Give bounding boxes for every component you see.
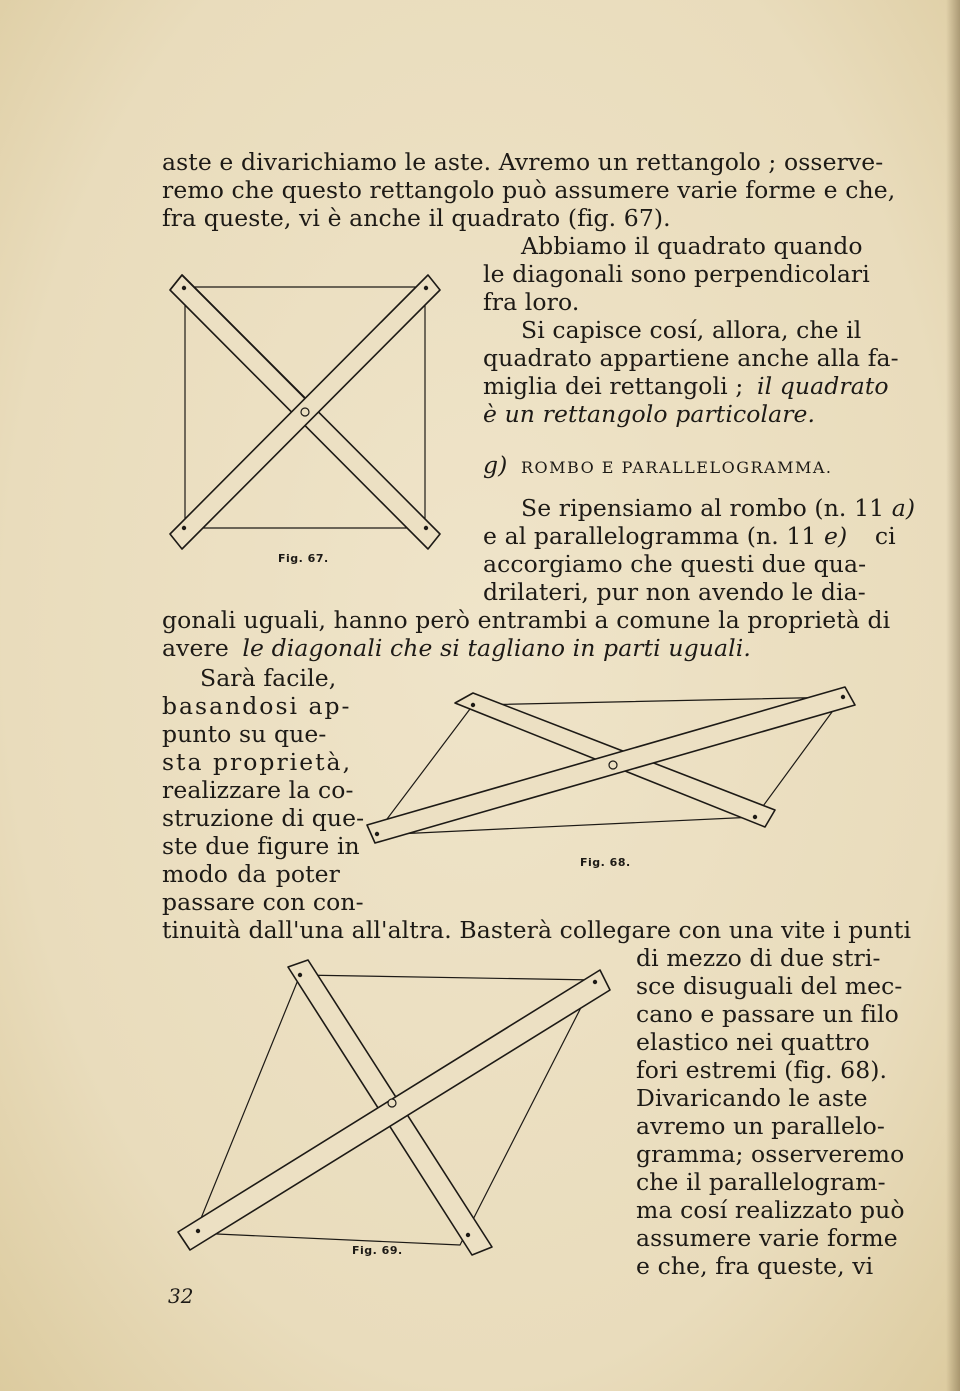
text-line <box>521 494 915 522</box>
figure-67-caption: Fig. 67. <box>278 552 329 565</box>
text-span: e al parallelogramma (n. 11 <box>483 522 817 550</box>
text-line <box>483 522 896 550</box>
text-line: passare con con- <box>162 888 364 916</box>
page-edge <box>946 0 960 1391</box>
italic-span: a) <box>891 494 916 522</box>
text-line: remo che questo rettangolo può assumere varie forme e che, <box>162 176 896 204</box>
text-line: sta proprietà, <box>162 748 353 776</box>
text-line: cano e passare un filo <box>636 1000 899 1028</box>
section-heading <box>483 451 832 482</box>
text-line: Abbiamo il quadrato quando <box>521 232 863 260</box>
text-line: Sarà facile, <box>200 664 337 692</box>
page-number: 32 <box>168 1284 194 1308</box>
text-span: miglia dei rettangoli ; <box>483 372 744 400</box>
text-line <box>483 372 889 400</box>
text-line: e che, fra queste, vi <box>636 1252 874 1280</box>
text-line: Divaricando le aste <box>636 1084 868 1112</box>
text-line: ste due figure in <box>162 832 360 860</box>
text-line: elastico nei quattro <box>636 1028 870 1056</box>
section-title: ROMBO E PARALLELOGRAMMA. <box>521 458 833 477</box>
figure-69-figure <box>170 955 630 1265</box>
figure-67-square <box>160 270 450 560</box>
text-line: fori estremi (fig. 68). <box>636 1056 888 1084</box>
text-span: avere <box>162 634 229 662</box>
section-letter: g) <box>483 451 508 479</box>
text-line: modo da poter <box>162 860 340 888</box>
text-line: avremo un parallelo- <box>636 1112 885 1140</box>
text-line: realizzare la co- <box>162 776 354 804</box>
text-line: sce disuguali del mec- <box>636 972 903 1000</box>
italic-span: le diagonali che si tagliano in parti uguali. <box>242 634 751 662</box>
text-line: accorgiamo che questi due qua- <box>483 550 867 578</box>
figure-68-caption: Fig. 68. <box>580 856 631 869</box>
text-line: gramma; osserveremo <box>636 1140 905 1168</box>
text-line: di mezzo di due stri- <box>636 944 881 972</box>
text-line: gonali uguali, hanno però entrambi a comune la proprietà di <box>162 606 891 634</box>
text-line: aste e divarichiamo le aste. Avremo un rettangolo ; osserve- <box>162 148 884 176</box>
text-line: le diagonali sono perpendicolari <box>483 260 870 288</box>
text-line: fra queste, vi è anche il quadrato (fig. 67). <box>162 204 671 232</box>
figure-68-parallelogram <box>355 675 865 855</box>
text-line: struzione di que- <box>162 804 365 832</box>
text-span: Se ripensiamo al rombo (n. 11 <box>521 494 885 522</box>
text-line: Si capisce cosí, allora, che il <box>521 316 862 344</box>
text-line <box>162 634 751 662</box>
text-span: ci <box>874 522 896 550</box>
text-line: basandosi ap- <box>162 692 352 720</box>
text-line: assumere varie forme <box>636 1224 898 1252</box>
italic-span: e) <box>824 522 848 550</box>
figure-69-caption: Fig. 69. <box>352 1244 403 1257</box>
text-line: tinuità dall'una all'altra. Basterà collegare con una vite i punti <box>162 916 912 944</box>
text-line: punto su que- <box>162 720 327 748</box>
text-line: fra loro. <box>483 288 580 316</box>
text-line: ma cosí realizzato può <box>636 1196 905 1224</box>
text-line: è un rettangolo particolare. <box>483 400 816 428</box>
italic-span: il quadrato <box>756 372 889 400</box>
text-line: quadrato appartiene anche alla fa- <box>483 344 899 372</box>
text-line: drilateri, pur non avendo le dia- <box>483 578 866 606</box>
text-line: che il parallelogram- <box>636 1168 886 1196</box>
